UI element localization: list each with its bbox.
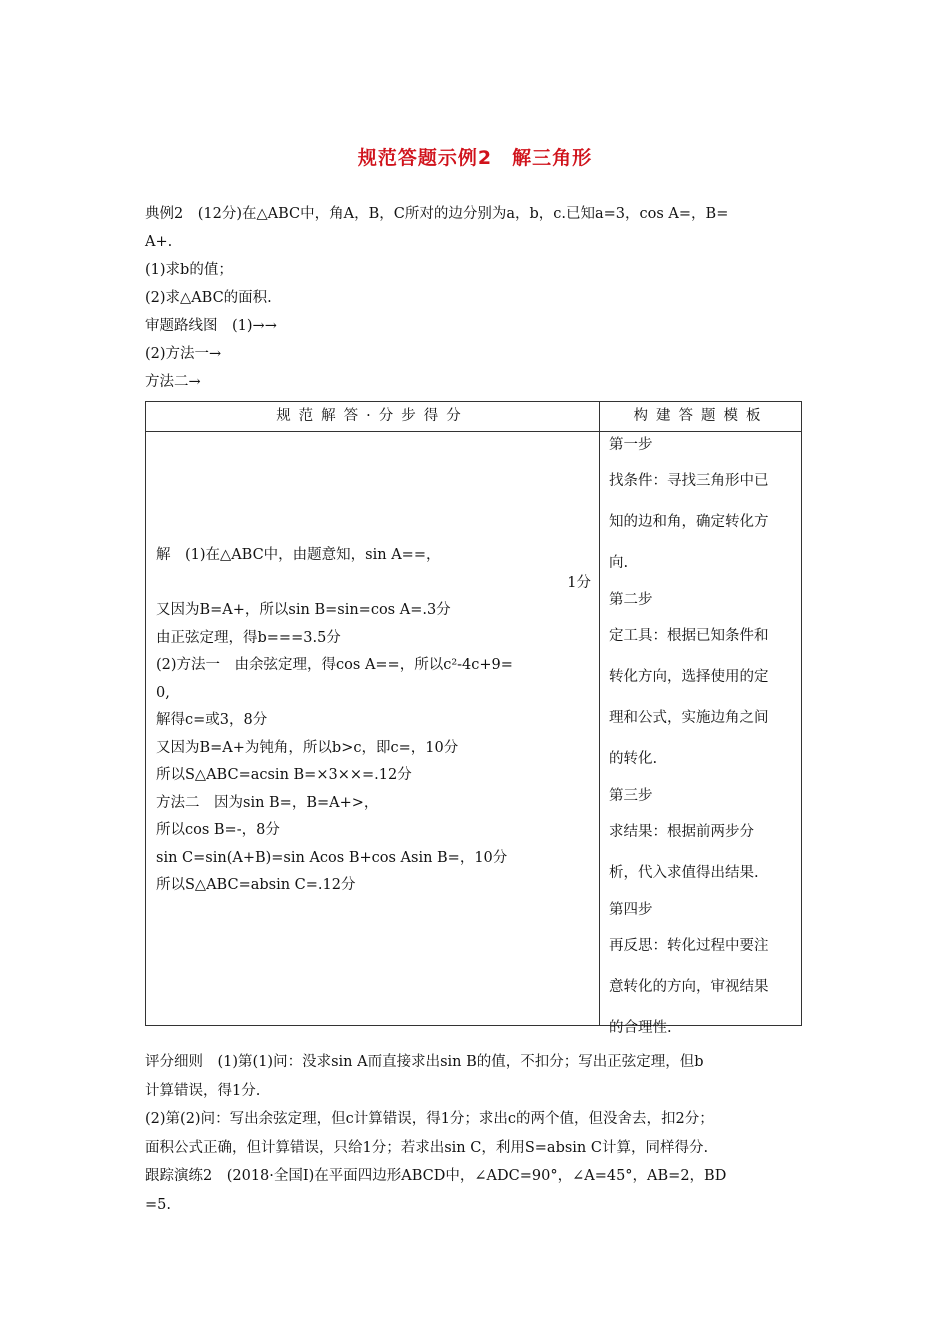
template-column xyxy=(609,429,799,1049)
step-description xyxy=(609,926,799,1049)
header-template: 构建答题模板 xyxy=(633,408,769,424)
scoring-line: 面积公式正确，但计算错误，只给1分；若求出sin C，利用S=absin C计算，同样得分. xyxy=(145,1139,709,1156)
solution-line: 解得c=或3，8分 xyxy=(156,712,268,728)
column-divider xyxy=(599,402,600,1025)
step-text-line: 再反思：转化过程中要注 xyxy=(609,938,769,954)
step-heading: 第一步 xyxy=(609,437,653,453)
solution-line: (2)方法一 由余弦定理，得cos A==，所以c²-4c+9= xyxy=(156,657,513,673)
solution-table xyxy=(145,401,802,1036)
step-heading: 第四步 xyxy=(609,902,653,918)
step-text-line: 知的边和角，确定转化方 xyxy=(609,514,769,530)
step-heading: 第三步 xyxy=(609,788,653,804)
step-text-line: 向. xyxy=(609,555,629,571)
scoring-line: 计算错误，得1分. xyxy=(145,1082,261,1099)
header-solution: 规范解答·分步得分 xyxy=(276,408,469,424)
step-text-line: 找条件：寻找三角形中已 xyxy=(609,473,769,489)
step-text-line: 的合理性. xyxy=(609,1020,672,1036)
solution-line: 方法二 因为sin B=，B=A+>， xyxy=(156,794,379,811)
problem-line: A+. xyxy=(145,234,173,250)
solution-line: sin C=sin(A+B)=sin Acos B+cos Asin B=，10分 xyxy=(156,849,508,866)
step-text-line: 意转化的方向，审视结果 xyxy=(609,979,769,995)
scoring-line: (2)第(2)问：写出余弦定理，但c计算错误，得1分；求出c的两个值，但没舍去，扣2分； xyxy=(145,1111,714,1127)
step-text-line: 定工具：根据已知条件和 xyxy=(609,628,769,644)
solution-line: 0, xyxy=(156,684,170,701)
step-text-line: 析，代入求值得出结果. xyxy=(609,865,759,881)
step-text-line: 求结果：根据前两步分 xyxy=(609,824,754,840)
solution-line: 解 (1)在△ABC中，由题意知，sin A==， xyxy=(156,547,441,563)
step-description xyxy=(609,616,799,780)
step-text-line: 的转化. xyxy=(609,751,658,767)
score-marker: 1分 xyxy=(567,574,591,591)
scoring-notes xyxy=(145,1048,813,1219)
question-2: (2)求△ABC的面积. xyxy=(145,290,272,306)
solution-line: 所以S△ABC=acsin B=×3××=.12分 xyxy=(156,767,412,783)
problem-statement xyxy=(145,200,813,396)
solution-line: 所以cos B=-，8分 xyxy=(156,822,280,838)
step-description xyxy=(609,461,799,584)
approach-method-2: 方法二→ xyxy=(145,374,201,390)
step-text-line: 理和公式，实施边角之间 xyxy=(609,710,769,726)
page-title: 规范答题示例2 解三角形 xyxy=(357,147,593,169)
solution-line: 由正弦定理，得b===3.5分 xyxy=(156,629,341,646)
approach-method-1: (2)方法一→ xyxy=(145,346,222,362)
problem-line: 典例2 (12分)在△ABC中，角A，B，C所对的边分别为a，b，c.已知a=3，cos A=，B= xyxy=(145,206,729,222)
solution-column xyxy=(156,542,591,900)
solution-line: 又因为B=A+为钝角，所以b>c，即c=，10分 xyxy=(156,739,459,756)
solution-line: 又因为B=A+，所以sin B=sin=cos A=.3分 xyxy=(156,602,451,618)
step-text-line: 转化方向，选择使用的定 xyxy=(609,669,769,685)
step-description xyxy=(609,812,799,894)
approach-map: 审题路线图 (1)→→ xyxy=(145,318,277,334)
practice-problem: 跟踪演练2 (2018·全国Ⅰ)在平面四边形ABCD中，∠ADC=90°，∠A=45°，AB=2，BD xyxy=(145,1168,727,1184)
question-1: (1)求b的值； xyxy=(145,262,233,278)
step-heading: 第二步 xyxy=(609,592,653,608)
scoring-line: 评分细则 (1)第(1)问：没求sin A而直接求出sin B的值，不扣分；写出正弦定理，但b xyxy=(145,1054,704,1070)
solution-line: 所以S△ABC=absin C=.12分 xyxy=(156,877,356,893)
practice-problem: =5. xyxy=(145,1196,171,1213)
